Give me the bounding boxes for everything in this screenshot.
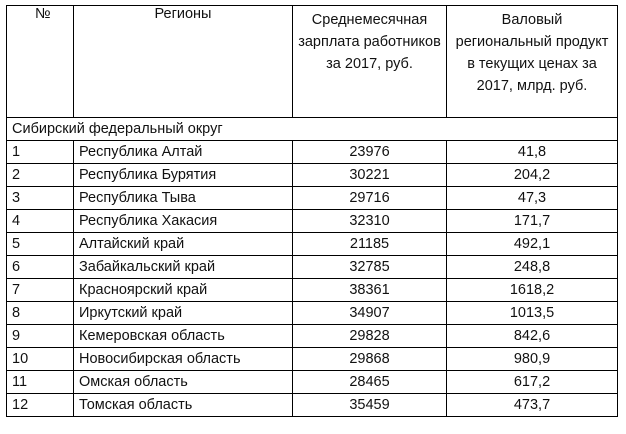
table-row [7, 164, 618, 187]
cell-num: 12 [7, 394, 74, 417]
header-region: Регионы [74, 6, 293, 118]
cell-num: 5 [7, 233, 74, 256]
cell-grp: 204,2 [447, 164, 618, 187]
cell-num: 7 [7, 279, 74, 302]
section-row [7, 118, 618, 141]
header-salary: Среднемесячная зарплата работников за 2017, руб. [293, 6, 447, 118]
cell-region: Омская область [74, 371, 293, 394]
header-grp: Валовый региональный продукт в текущих ценах за 2017, млрд. руб. [447, 6, 618, 118]
cell-num: 10 [7, 348, 74, 371]
table-row [7, 256, 618, 279]
cell-grp: 171,7 [447, 210, 618, 233]
cell-salary: 32785 [293, 256, 447, 279]
cell-salary: 34907 [293, 302, 447, 325]
cell-salary: 38361 [293, 279, 447, 302]
table-row [7, 394, 618, 417]
cell-num: 9 [7, 325, 74, 348]
cell-grp: 1013,5 [447, 302, 618, 325]
cell-region: Алтайский край [74, 233, 293, 256]
cell-region: Республика Алтай [74, 141, 293, 164]
cell-region: Республика Тыва [74, 187, 293, 210]
cell-grp: 47,3 [447, 187, 618, 210]
cell-region: Забайкальский край [74, 256, 293, 279]
cell-salary: 30221 [293, 164, 447, 187]
regions-table [6, 5, 618, 417]
cell-num: 6 [7, 256, 74, 279]
cell-salary: 32310 [293, 210, 447, 233]
cell-num: 3 [7, 187, 74, 210]
cell-num: 2 [7, 164, 74, 187]
cell-region: Кемеровская область [74, 325, 293, 348]
table-row [7, 371, 618, 394]
table-row [7, 348, 618, 371]
cell-region: Иркутский край [74, 302, 293, 325]
cell-salary: 29716 [293, 187, 447, 210]
cell-region: Республика Бурятия [74, 164, 293, 187]
cell-salary: 28465 [293, 371, 447, 394]
cell-grp: 41,8 [447, 141, 618, 164]
cell-grp: 842,6 [447, 325, 618, 348]
table-row [7, 325, 618, 348]
document-page [6, 5, 618, 417]
table-row [7, 141, 618, 164]
cell-region: Новосибирская область [74, 348, 293, 371]
cell-region: Томская область [74, 394, 293, 417]
cell-grp: 980,9 [447, 348, 618, 371]
cell-salary: 35459 [293, 394, 447, 417]
cell-region: Республика Хакасия [74, 210, 293, 233]
cell-num: 11 [7, 371, 74, 394]
table-row [7, 279, 618, 302]
cell-salary: 29828 [293, 325, 447, 348]
header-num: № [7, 6, 74, 118]
cell-num: 1 [7, 141, 74, 164]
cell-grp: 492,1 [447, 233, 618, 256]
cell-grp: 1618,2 [447, 279, 618, 302]
section-title: Сибирский федеральный округ [7, 118, 618, 141]
cell-salary: 21185 [293, 233, 447, 256]
cell-num: 8 [7, 302, 74, 325]
cell-region: Красноярский край [74, 279, 293, 302]
cell-grp: 248,8 [447, 256, 618, 279]
table-row [7, 187, 618, 210]
table-row [7, 210, 618, 233]
cell-grp: 473,7 [447, 394, 618, 417]
cell-grp: 617,2 [447, 371, 618, 394]
table-row [7, 233, 618, 256]
table-header-row [7, 6, 618, 118]
table-row [7, 302, 618, 325]
cell-salary: 29868 [293, 348, 447, 371]
cell-salary: 23976 [293, 141, 447, 164]
cell-num: 4 [7, 210, 74, 233]
